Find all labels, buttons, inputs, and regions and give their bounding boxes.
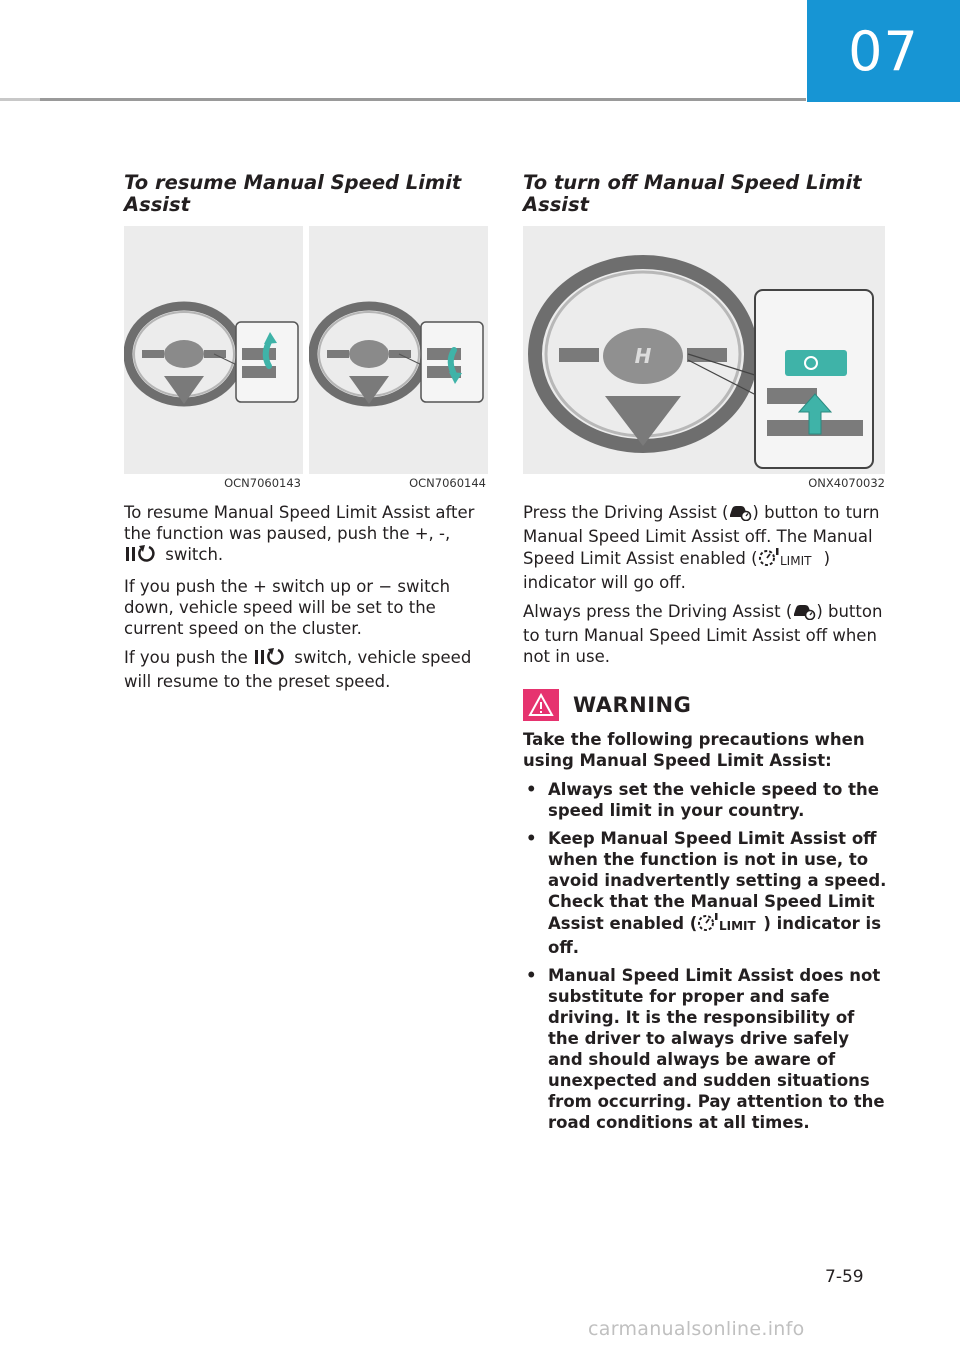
warning-item: • Always set the vehicle speed to the speed limit in your country. [523, 779, 887, 821]
section-heading-resume: To resume Manual Speed Limit Assist [124, 171, 462, 216]
paragraph-resume-2: If you push the + switch up or − switch down, vehicle speed will be set to the current speed on the cluster. [124, 577, 451, 638]
paragraph-resume-3: If you push the switch, vehicle speed will resume to the preset speed. [124, 648, 472, 691]
svg-text:H: H [634, 344, 652, 368]
speed-limit-enabled-icon [758, 547, 824, 572]
warning-title: WARNING [573, 693, 692, 717]
page-number: 7-59 [825, 1267, 864, 1287]
svg-text:LIMIT: LIMIT [719, 919, 757, 932]
warning-header [523, 689, 887, 721]
figure-steering-up [124, 226, 303, 474]
section-heading-turn-off: To turn off Manual Speed Limit Assist [523, 171, 862, 216]
speed-limit-enabled-icon [697, 912, 763, 937]
figure-code: OCN7060144 [409, 476, 486, 490]
pause-resume-icon [253, 648, 289, 671]
header-rule [0, 98, 806, 101]
warning-triangle-icon [523, 689, 559, 721]
figure-steering-down [309, 226, 488, 474]
figure-code: ONX4070032 [808, 476, 885, 490]
pause-resume-icon [124, 545, 160, 568]
right-column [523, 172, 887, 1140]
left-column [124, 172, 488, 700]
warning-list [523, 779, 887, 1133]
warning-item: • Manual Speed Limit Assist does not substitute for proper and safe driving. It is the responsibility of the driver to always drive safely and should always be aware of unexpected and sudden situations from occurring. Pay attention to the road conditions at all times. [523, 965, 887, 1133]
paragraph-resume-1: To resume Manual Speed Limit Assist after the function was paused, push the +, -, switch. [124, 502, 488, 568]
header-rule-accent [0, 98, 40, 101]
watermark: carmanualsonline.info [588, 1318, 805, 1340]
driving-assist-icon [728, 503, 752, 526]
chapter-tab: 07 [807, 0, 960, 102]
figure-code: OCN7060143 [224, 476, 301, 490]
figure-steering-driving-assist [523, 226, 885, 474]
warning-intro: Take the following precautions when using Manual Speed Limit Assist: [523, 730, 865, 770]
figure-row-resume [124, 226, 488, 490]
paragraph-turn-off-2: Always press the Driving Assist ( ) button to turn Manual Speed Limit Assist off when not in use. [523, 602, 883, 666]
warning-item: • Keep Manual Speed Limit Assist off when the function is not in use, to avoid inadvertently setting a speed. Check that the Manual Speed Limit Assist enabled ( LIMIT ) indicator is off. [523, 828, 887, 958]
svg-text:LIMIT: LIMIT [779, 554, 812, 567]
driving-assist-icon [792, 602, 816, 625]
paragraph-turn-off-1: Press the Driving Assist ( ) button to turn Manual Speed Limit Assist off. The Manual Speed Limit Assist enabled ( LIMIT ) indicator will go off. [523, 503, 880, 592]
